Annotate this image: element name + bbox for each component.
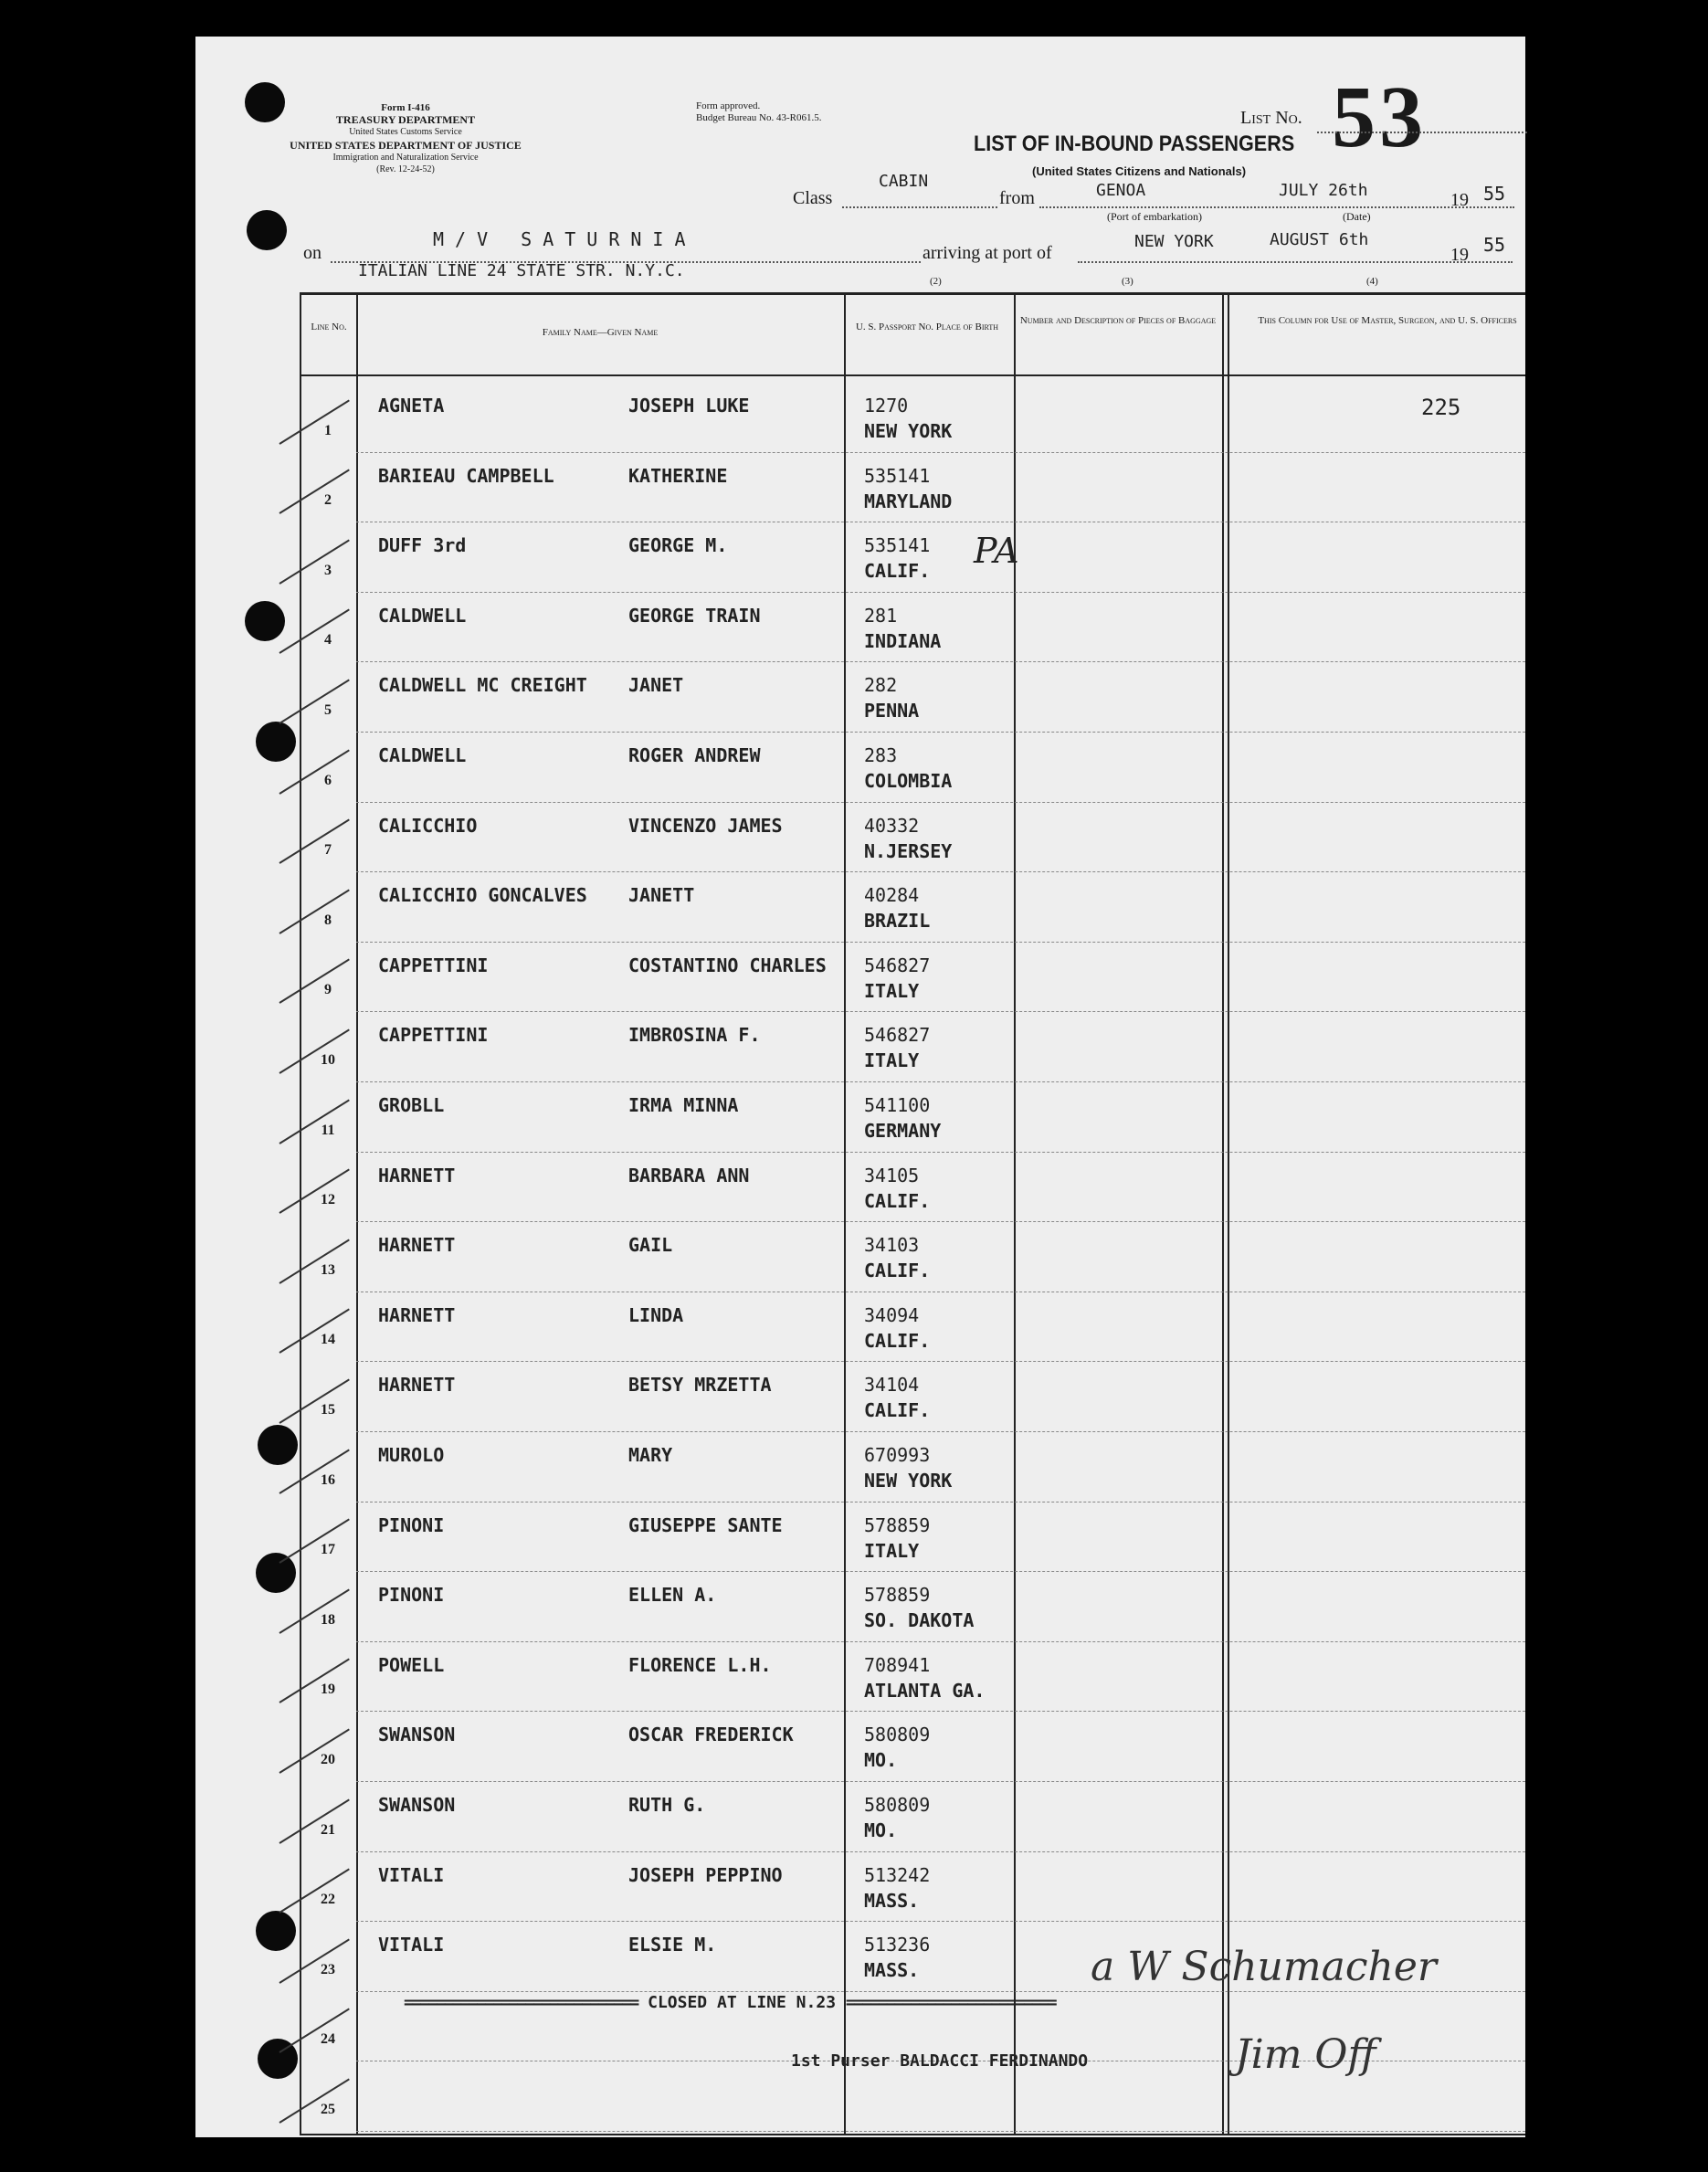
given-name: ELLEN A. — [628, 1584, 717, 1607]
given-name: ROGER ANDREW — [628, 744, 761, 766]
line-number: 13 — [321, 1261, 335, 1278]
given-name: ELSIE M. — [628, 1934, 717, 1956]
family-name: HARNETT — [378, 1234, 456, 1257]
table-row — [195, 1853, 1525, 1924]
arrival-date: AUGUST 6th — [1270, 230, 1369, 249]
line-number: 16 — [321, 1471, 335, 1488]
line-number: 17 — [321, 1542, 335, 1558]
family-name: AGNETA — [378, 395, 445, 416]
family-name: HARNETT — [378, 1374, 456, 1397]
passport-no: 1270 — [864, 395, 909, 416]
place-of-birth: ITALY — [864, 1539, 920, 1562]
place-of-birth: CALIF. — [864, 560, 931, 583]
row-rule — [356, 871, 1525, 872]
line-number: 1 — [324, 422, 332, 438]
place-of-birth: BRAZIL — [864, 910, 931, 933]
row-rule — [356, 1711, 1525, 1712]
passport-no: 580809 — [864, 1794, 931, 1816]
given-name: BARBARA ANN — [628, 1164, 750, 1186]
line-number: 11 — [321, 1122, 335, 1138]
from-label: from — [999, 188, 1035, 208]
col-header-baggage: Number and Description of Pieces of Baggage — [1019, 315, 1217, 326]
family-name: SWANSON — [378, 1794, 456, 1816]
passport-no: 281 — [864, 604, 898, 627]
row-rule — [356, 1921, 1525, 1922]
page-subtitle: (United States Citizens and Nationals) — [1032, 164, 1247, 178]
passport-no: 578859 — [864, 1584, 931, 1607]
row-rule — [356, 1152, 1525, 1153]
signature-officer: a W Schumacher — [1091, 1944, 1437, 1990]
place-of-birth: COLOMBIA — [864, 770, 953, 792]
table-row — [195, 594, 1525, 664]
place-of-birth: PENNA — [864, 700, 920, 722]
port-embark-caption: (Port of embarkation) — [1107, 210, 1202, 223]
row-rule — [356, 1991, 1525, 1992]
row-rule — [356, 1571, 1525, 1572]
row-rule — [356, 802, 1525, 803]
class-label: Class — [793, 188, 833, 208]
row-rule — [356, 942, 1525, 943]
given-name: IMBROSINA F. — [628, 1024, 761, 1047]
family-name: MUROLO — [378, 1444, 445, 1466]
table-row — [195, 663, 1525, 733]
on-label: on — [303, 243, 322, 263]
arriving-label: arriving at port of — [923, 243, 1052, 263]
table-top-border — [300, 292, 1525, 295]
year-value: 55 — [1483, 183, 1506, 205]
line-number: 2 — [324, 492, 332, 509]
family-name: VITALI — [378, 1934, 445, 1956]
place-of-birth: CALIF. — [864, 1260, 931, 1282]
year-prefix: 19 — [1450, 190, 1469, 210]
family-name: GROBLL — [378, 1094, 445, 1116]
line-number: 10 — [321, 1051, 335, 1068]
row-rule — [356, 1221, 1525, 1222]
officer-note: PA — [974, 531, 1019, 572]
place-of-birth: SO. DAKOTA — [864, 1609, 975, 1632]
line-number: 22 — [321, 1892, 335, 1908]
family-name: CALICCHIO — [378, 814, 478, 837]
vessel-name: M/V SATURNIA — [433, 228, 697, 250]
passport-no: 541100 — [864, 1094, 931, 1116]
signature-initials: Jim Off — [1235, 2031, 1376, 2078]
place-of-birth: MARYLAND — [864, 490, 953, 512]
arrival-port: NEW YORK — [1134, 232, 1214, 251]
closed-at-line — [404, 1993, 1056, 2012]
table-row — [195, 454, 1525, 524]
given-name: JANET — [628, 674, 684, 697]
line-number: 19 — [321, 1682, 335, 1698]
passport-no: 34104 — [864, 1374, 920, 1397]
given-name: MARY — [628, 1444, 673, 1466]
passport-no: 34103 — [864, 1234, 920, 1257]
passport-no: 283 — [864, 744, 898, 766]
col-header-name: Family Name—Given Name — [542, 327, 659, 338]
family-name: HARNETT — [378, 1164, 456, 1186]
family-name: POWELL — [378, 1653, 445, 1676]
passport-no: 282 — [864, 674, 898, 697]
passport-no: 40332 — [864, 814, 920, 837]
table-row — [195, 804, 1525, 874]
line-number: 9 — [324, 982, 332, 998]
place-of-birth: NEW YORK — [864, 1470, 953, 1492]
family-name: CALICCHIO GONCALVES — [378, 884, 587, 907]
place-of-birth: MASS. — [864, 1889, 920, 1912]
table-row — [195, 873, 1525, 944]
row-rule — [356, 661, 1525, 662]
passport-no: 546827 — [864, 954, 931, 976]
row-rule — [356, 1641, 1525, 1642]
line-number: 8 — [324, 912, 332, 928]
family-name: CAPPETTINI — [378, 954, 489, 976]
table-row — [195, 1783, 1525, 1853]
passenger-table — [195, 37, 1525, 2137]
given-name: JOSEPH PEPPINO — [628, 1863, 783, 1886]
passport-no: 513242 — [864, 1863, 931, 1886]
place-of-birth: ITALY — [864, 1049, 920, 1072]
line-number: 24 — [321, 2031, 335, 2048]
place-of-birth: NEW YORK — [864, 420, 953, 442]
caption-2: (2) — [930, 276, 942, 287]
given-name: RUTH G. — [628, 1794, 706, 1816]
line-number: 12 — [321, 1192, 335, 1208]
row-rule — [356, 732, 1525, 733]
row-rule — [356, 592, 1525, 593]
caption-4: (4) — [1366, 276, 1378, 287]
table-row — [195, 523, 1525, 594]
table-bottom-border — [300, 2134, 1525, 2135]
passport-no: 578859 — [864, 1513, 931, 1536]
given-name: GAIL — [628, 1234, 673, 1257]
table-row — [195, 944, 1525, 1014]
officer-note: 225 — [1421, 395, 1461, 420]
place-of-birth: CALIF. — [864, 1189, 931, 1212]
place-of-birth: MASS. — [864, 1959, 920, 1982]
given-name: KATHERINE — [628, 464, 728, 487]
passport-no: 40284 — [864, 884, 920, 907]
given-name: COSTANTINO CHARLES — [628, 954, 827, 976]
passport-no: 708941 — [864, 1653, 931, 1676]
purser-line: 1st Purser BALDACCI FERDINANDO — [791, 2051, 1089, 2071]
col-header-officers: This Column for Use of Master, Surgeon, and U. S. Officers — [1258, 315, 1517, 326]
row-rule — [356, 1431, 1525, 1432]
table-row — [195, 1713, 1525, 1783]
place-of-birth: ATLANTA GA. — [864, 1679, 986, 1702]
row-rule — [356, 2131, 1525, 2132]
class-value: CABIN — [879, 172, 929, 191]
col-header-passport: U. S. Passport No. Place of Birth — [855, 322, 999, 332]
embark-date: JULY 26th — [1279, 181, 1368, 200]
table-row — [195, 1223, 1525, 1293]
dash-fill-right: ========================== — [845, 1993, 1056, 2012]
table-row — [195, 1433, 1525, 1503]
form-approval: Form approved. Budget Bureau No. 43-R061.5. — [696, 100, 822, 123]
col-header-line-no: Line No. — [311, 322, 347, 332]
table-row — [195, 1363, 1525, 1433]
given-name: FLORENCE L.H. — [628, 1653, 772, 1676]
passport-no: 670993 — [864, 1444, 931, 1466]
given-name: GEORGE M. — [628, 534, 728, 557]
passport-no: 34105 — [864, 1164, 920, 1186]
row-rule — [356, 1851, 1525, 1852]
row-rule — [356, 1081, 1525, 1082]
passport-no: 535141 — [864, 464, 931, 487]
family-name: CALDWELL — [378, 744, 467, 766]
page-title: LIST OF IN-BOUND PASSENGERS — [974, 132, 1295, 156]
header-bottom-border — [300, 374, 1525, 376]
table-row — [195, 733, 1525, 804]
year2-value: 55 — [1483, 234, 1506, 256]
table-row — [195, 1013, 1525, 1083]
passport-no: 580809 — [864, 1724, 931, 1746]
given-name: JOSEPH LUKE — [628, 395, 750, 416]
line-number: 20 — [321, 1751, 335, 1767]
line-number: 23 — [321, 1961, 335, 1977]
place-of-birth: CALIF. — [864, 1329, 931, 1352]
family-name: SWANSON — [378, 1724, 456, 1746]
table-row — [195, 1573, 1525, 1643]
passport-no: 513236 — [864, 1934, 931, 1956]
given-name: GIUSEPPE SANTE — [628, 1513, 783, 1536]
place-of-birth: MO. — [864, 1749, 898, 1772]
place-of-birth: GERMANY — [864, 1120, 942, 1142]
family-name: PINONI — [378, 1584, 445, 1607]
row-rule — [356, 1011, 1525, 1012]
family-name: CALDWELL MC CREIGHT — [378, 674, 587, 697]
place-of-birth: ITALY — [864, 979, 920, 1002]
family-name: VITALI — [378, 1863, 445, 1886]
closed-text: CLOSED AT LINE N.23 — [648, 1993, 837, 2012]
line-number: 6 — [324, 772, 332, 788]
family-name: DUFF 3rd — [378, 534, 467, 557]
row-rule — [356, 452, 1525, 453]
passport-no: 535141 — [864, 534, 931, 557]
family-name: HARNETT — [378, 1303, 456, 1326]
line-number: 7 — [324, 842, 332, 859]
place-of-birth: N.JERSEY — [864, 839, 953, 862]
dash-fill-left: ============================= — [404, 1993, 638, 2012]
place-of-birth: CALIF. — [864, 1399, 931, 1422]
given-name: IRMA MINNA — [628, 1094, 739, 1116]
given-name: VINCENZO JAMES — [628, 814, 783, 837]
given-name: LINDA — [628, 1303, 684, 1326]
table-row — [195, 1643, 1525, 1713]
date-caption: (Date) — [1343, 210, 1371, 223]
line-number: 25 — [321, 2101, 335, 2117]
family-name: CALDWELL — [378, 604, 467, 627]
line-number: 4 — [324, 632, 332, 648]
row-rule — [356, 1361, 1525, 1362]
table-row — [195, 1154, 1525, 1224]
given-name: BETSY MRZETTA — [628, 1374, 772, 1397]
port-embarkation: GENOA — [1096, 181, 1146, 200]
family-name: PINONI — [378, 1513, 445, 1536]
place-of-birth: INDIANA — [864, 629, 942, 652]
place-of-birth: MO. — [864, 1819, 898, 1841]
row-rule — [356, 1781, 1525, 1782]
year2-prefix: 19 — [1450, 245, 1469, 265]
form-identifier: Form I-416 TREASURY DEPARTMENT United States Customs Service UNITED STATES DEPARTMENT OF JUSTICE Immigration and Naturalization Service (Rev. 12-24-52) — [290, 102, 522, 174]
family-name: BARIEAU CAMPBELL — [378, 464, 554, 487]
line-number: 5 — [324, 701, 332, 718]
manifest-sheet — [195, 37, 1525, 2137]
table-row — [195, 1083, 1525, 1154]
caption-3: (3) — [1122, 276, 1133, 287]
passport-no: 546827 — [864, 1024, 931, 1047]
table-row — [195, 1293, 1525, 1364]
line-number: 21 — [321, 1821, 335, 1838]
line-number: 14 — [321, 1332, 335, 1348]
line-number: 3 — [324, 562, 332, 578]
list-number: 53 — [1332, 68, 1427, 165]
line-number: 15 — [321, 1401, 335, 1418]
line-number: 18 — [321, 1611, 335, 1628]
vessel-owner: ITALIAN LINE 24 STATE STR. N.Y.C. — [358, 261, 685, 280]
passport-no: 34094 — [864, 1303, 920, 1326]
list-no-label: List No. — [1240, 108, 1302, 128]
table-row — [195, 384, 1525, 454]
table-row — [195, 1503, 1525, 1574]
given-name: JANETT — [628, 884, 695, 907]
given-name: GEORGE TRAIN — [628, 604, 761, 627]
given-name: OSCAR FREDERICK — [628, 1724, 794, 1746]
family-name: CAPPETTINI — [378, 1024, 489, 1047]
